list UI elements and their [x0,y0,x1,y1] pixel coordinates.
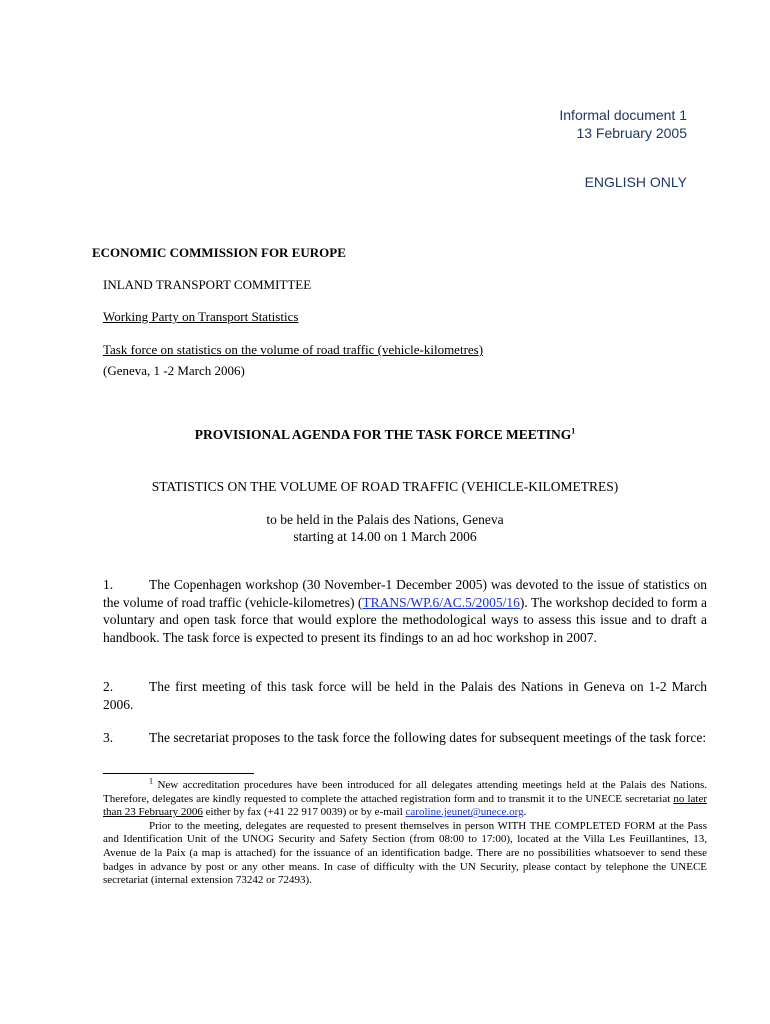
venue-line-2: starting at 14.00 on 1 March 2006 [293,529,477,544]
paragraph-text-continued: ). The workshop decided to form a voluntary and open task force that would explore the methodological ways to assess this issue and to draft a handbook. The task force is expected to present its findings to an ad hoc workshop in 2007. [103,594,707,645]
working-party-name: Working Party on Transport Statistics [103,309,299,324]
committee-name: INLAND TRANSPORT COMMITTEE [103,277,312,292]
footnote-reference[interactable]: 1 [571,426,576,436]
language-label: ENGLISH ONLY [584,174,687,190]
registration-deadline: no later than 23 February 2006 [103,792,707,819]
footnote-text: New accreditation procedures have been introduced for all delegates attending meetings held at the Palais des Nations. Therefore, delegates are kindly requested to complete the attached registration form and to transmit it to the UNECE secretariat [103,779,708,805]
paragraph-3 [103,729,707,747]
footnote-paragraph-2 [103,820,707,888]
document-reference-link[interactable]: TRANS/WP.6/AC.5/2005/16 [362,594,520,610]
document-header [559,106,687,142]
task-force-name: Task force on statistics on the volume of road traffic (vehicle-kilometres) [103,342,484,357]
agenda-title-text: PROVISIONAL AGENDA FOR THE TASK FORCE MEETING [194,427,572,442]
email-link[interactable]: caroline.jeunet@unece.org [405,806,524,819]
paragraph-number: 2. [103,679,114,694]
venue-info [0,511,770,545]
footnote-separator [103,773,254,774]
footnote [103,776,708,888]
footnote-text-continued: either by fax (+41 22 917 0039) or by e-mail [202,806,406,819]
footnote-mark: 1 [149,776,153,786]
agenda-subtitle: STATISTICS ON THE VOLUME OF ROAD TRAFFIC (VEHICLE-KILOMETRES) [151,479,619,494]
paragraph-number: 1. [103,577,114,592]
meeting-location-dates: (Geneva, 1 -2 March 2006) [103,363,245,378]
document-label: Informal document 1 [559,107,687,123]
paragraph-text: The Copenhagen workshop (30 November-1 December 2005) was devoted to the issue of statistics on the volume of road traffic (vehicle-kilometres) ( [103,577,707,610]
document-date: 13 February 2005 [576,125,687,141]
paragraph-text: The first meeting of this task force will be held in the Palais des Nations in Geneva on 1-2 March 2006. [103,679,707,712]
commission-name: ECONOMIC COMMISSION FOR EUROPE [92,245,346,260]
paragraph-number: 3. [103,730,114,745]
venue-line-1: to be held in the Palais des Nations, Geneva [266,512,504,527]
paragraph-text: The secretariat proposes to the task force the following dates for subsequent meetings of the task force: [149,730,707,745]
footnote-paragraph-1 [103,776,708,820]
paragraph-1 [103,576,707,646]
agenda-title [0,427,770,443]
footnote-text-2: Prior to the meeting, delegates are requested to present themselves in person WITH THE COMPLETED FORM at the Pass and Identification Unit of the UNOG Security and Safety Section (from 08:00 to 17:00), located at the Villa Les Feuillantines, 13, Avenue de la Paix (a map is attached) for the issuance of an identification badge. There are no possibilities whatsoever to send these badges in advance by post or any other means. In case of difficulty with the UN Security, please contact by telephone the UNECE secretariat (internal extension 73242 or 72493). [103,819,707,887]
paragraph-2 [103,678,707,713]
footnote-text-end: . [523,806,527,819]
